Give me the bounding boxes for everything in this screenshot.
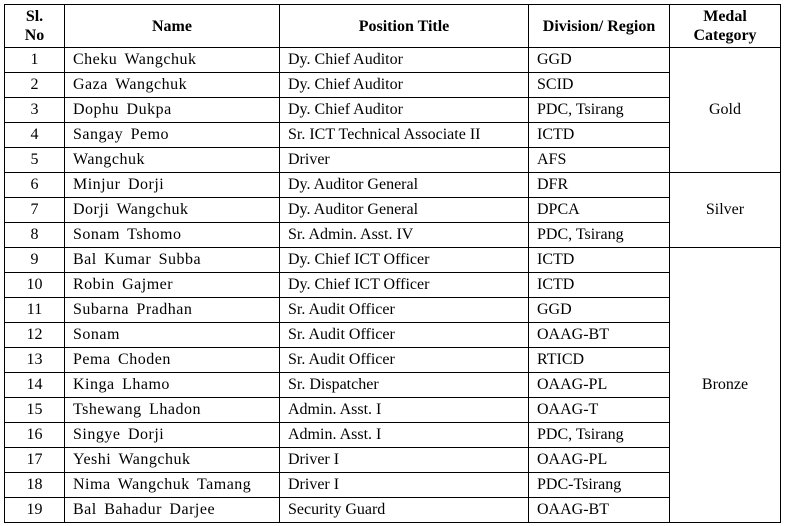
cell-name: Dorji Wangchuk xyxy=(65,198,280,223)
table-row xyxy=(5,498,781,523)
table-row xyxy=(5,323,781,348)
header-medal-line1: Medal xyxy=(703,8,747,25)
table-row xyxy=(5,448,781,473)
table-row xyxy=(5,148,781,173)
table-row xyxy=(5,298,781,323)
cell-position-title: Admin. Asst. I xyxy=(280,398,529,423)
cell-division-region: ICTD xyxy=(529,273,670,298)
cell-division-region: GGD xyxy=(529,48,670,73)
cell-sl-no: 12 xyxy=(5,323,65,348)
cell-sl-no: 6 xyxy=(5,173,65,198)
cell-sl-no: 10 xyxy=(5,273,65,298)
cell-position-title: Driver xyxy=(280,148,529,173)
header-position-title: Position Title xyxy=(280,5,529,48)
cell-medal-category: Gold xyxy=(670,48,781,173)
header-medal-category xyxy=(670,5,781,48)
header-sl-line1: Sl. xyxy=(25,8,44,25)
cell-division-region: PDC, Tsirang xyxy=(529,223,670,248)
cell-position-title: Driver I xyxy=(280,473,529,498)
cell-position-title: Sr. Audit Officer xyxy=(280,323,529,348)
cell-sl-no: 9 xyxy=(5,248,65,273)
cell-name: Subarna Pradhan xyxy=(65,298,280,323)
header-row xyxy=(5,5,781,48)
cell-division-region: ICTD xyxy=(529,248,670,273)
table-body xyxy=(5,48,781,523)
table-row xyxy=(5,98,781,123)
cell-position-title: Dy. Chief ICT Officer xyxy=(280,248,529,273)
header-medal-line2: Category xyxy=(693,27,757,44)
cell-division-region: RTICD xyxy=(529,348,670,373)
cell-division-region: ICTD xyxy=(529,123,670,148)
cell-name: Yeshi Wangchuk xyxy=(65,448,280,473)
table-row xyxy=(5,273,781,298)
cell-name: Gaza Wangchuk xyxy=(65,73,280,98)
cell-position-title: Dy. Auditor General xyxy=(280,173,529,198)
cell-division-region: OAAG-PL xyxy=(529,448,670,473)
table-row xyxy=(5,373,781,398)
cell-position-title: Dy. Chief ICT Officer xyxy=(280,273,529,298)
medal-awardees-table xyxy=(4,4,781,523)
table-row xyxy=(5,173,781,198)
cell-name: Bal Bahadur Darjee xyxy=(65,498,280,523)
cell-position-title: Dy. Chief Auditor xyxy=(280,98,529,123)
cell-sl-no: 14 xyxy=(5,373,65,398)
cell-sl-no: 16 xyxy=(5,423,65,448)
cell-division-region: DPCA xyxy=(529,198,670,223)
cell-sl-no: 8 xyxy=(5,223,65,248)
cell-sl-no: 3 xyxy=(5,98,65,123)
table-row xyxy=(5,223,781,248)
table-row xyxy=(5,348,781,373)
cell-sl-no: 1 xyxy=(5,48,65,73)
cell-name: Nima Wangchuk Tamang xyxy=(65,473,280,498)
cell-name: Sonam xyxy=(65,323,280,348)
header-division-region: Division/ Region xyxy=(529,5,670,48)
cell-sl-no: 11 xyxy=(5,298,65,323)
cell-division-region: GGD xyxy=(529,298,670,323)
cell-sl-no: 18 xyxy=(5,473,65,498)
cell-name: Pema Choden xyxy=(65,348,280,373)
cell-division-region: AFS xyxy=(529,148,670,173)
cell-division-region: OAAG-T xyxy=(529,398,670,423)
table-row xyxy=(5,123,781,148)
table-row xyxy=(5,423,781,448)
header-name: Name xyxy=(65,5,280,48)
cell-name: Minjur Dorji xyxy=(65,173,280,198)
cell-position-title: Sr. Audit Officer xyxy=(280,348,529,373)
cell-position-title: Dy. Chief Auditor xyxy=(280,48,529,73)
cell-name: Cheku Wangchuk xyxy=(65,48,280,73)
cell-name: Singye Dorji xyxy=(65,423,280,448)
cell-position-title: Dy. Auditor General xyxy=(280,198,529,223)
table-row xyxy=(5,473,781,498)
cell-division-region: OAAG-BT xyxy=(529,323,670,348)
cell-name: Sangay Pemo xyxy=(65,123,280,148)
cell-sl-no: 2 xyxy=(5,73,65,98)
cell-position-title: Sr. Dispatcher xyxy=(280,373,529,398)
table-row xyxy=(5,398,781,423)
cell-sl-no: 17 xyxy=(5,448,65,473)
cell-name: Dophu Dukpa xyxy=(65,98,280,123)
cell-name: Robin Gajmer xyxy=(65,273,280,298)
cell-sl-no: 13 xyxy=(5,348,65,373)
cell-name: Kinga Lhamo xyxy=(65,373,280,398)
table-row xyxy=(5,198,781,223)
cell-division-region: PDC-Tsirang xyxy=(529,473,670,498)
cell-medal-category: Silver xyxy=(670,173,781,248)
header-sl-no xyxy=(5,5,65,48)
table-row xyxy=(5,48,781,73)
cell-name: Tshewang Lhadon xyxy=(65,398,280,423)
cell-sl-no: 15 xyxy=(5,398,65,423)
cell-position-title: Dy. Chief Auditor xyxy=(280,73,529,98)
cell-position-title: Sr. Admin. Asst. IV xyxy=(280,223,529,248)
cell-division-region: DFR xyxy=(529,173,670,198)
table-row xyxy=(5,73,781,98)
cell-sl-no: 7 xyxy=(5,198,65,223)
cell-position-title: Admin. Asst. I xyxy=(280,423,529,448)
cell-name: Wangchuk xyxy=(65,148,280,173)
cell-division-region: PDC, Tsirang xyxy=(529,423,670,448)
cell-position-title: Driver I xyxy=(280,448,529,473)
cell-sl-no: 5 xyxy=(5,148,65,173)
cell-division-region: SCID xyxy=(529,73,670,98)
cell-position-title: Sr. Audit Officer xyxy=(280,298,529,323)
cell-division-region: OAAG-BT xyxy=(529,498,670,523)
table-row xyxy=(5,248,781,273)
cell-name: Sonam Tshomo xyxy=(65,223,280,248)
cell-sl-no: 4 xyxy=(5,123,65,148)
cell-division-region: PDC, Tsirang xyxy=(529,98,670,123)
cell-name: Bal Kumar Subba xyxy=(65,248,280,273)
cell-division-region: OAAG-PL xyxy=(529,373,670,398)
cell-position-title: Sr. ICT Technical Associate II xyxy=(280,123,529,148)
cell-position-title: Security Guard xyxy=(280,498,529,523)
header-sl-line2: No xyxy=(24,27,45,44)
cell-sl-no: 19 xyxy=(5,498,65,523)
cell-medal-category: Bronze xyxy=(670,248,781,523)
